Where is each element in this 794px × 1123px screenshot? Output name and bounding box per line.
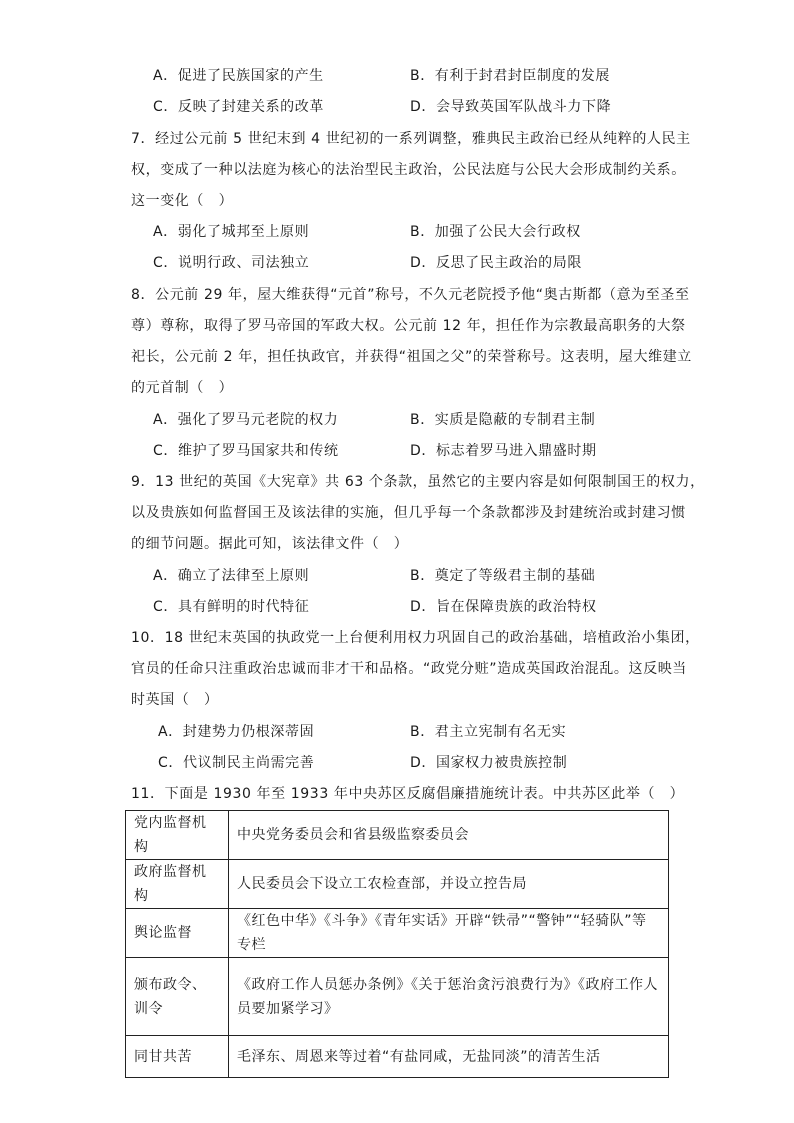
q11-stem-line: 11．下面是 1930 年至 1933 年中央苏区反腐倡廉措施统计表。中共苏区此举（ ）: [131, 786, 685, 802]
q9-stem-line: 的细节问题。据此可知，该法律文件（ ）: [131, 536, 409, 552]
q8-option-d[interactable]: D．标志着罗马进入鼎盛时期: [410, 443, 597, 459]
table-cell-category: 颁布政令、训令: [126, 958, 229, 1036]
table-cell-content: 人民委员会下设立工农检查部，并设立控告局: [229, 860, 669, 909]
q10-option-d[interactable]: D．国家权力被贵族控制: [410, 755, 568, 771]
q7-option-b[interactable]: B．加强了公民大会行政权: [410, 224, 581, 240]
q6-option-b[interactable]: B．有利于封君封臣制度的发展: [410, 68, 611, 84]
table-cell-content: 《政府工作人员惩办条例》《关于惩治贪污浪费行为》《政府工作人员要加紧学习》: [229, 958, 669, 1036]
q7-option-c[interactable]: C．说明行政、司法独立: [153, 255, 310, 271]
table-cell-category: 党内监督机构: [126, 811, 229, 860]
q9-stem-line: 以及贵族如何监督国王及该法律的实施，但几乎每一个条款都涉及封建统治或封建习惯: [131, 505, 686, 521]
q7-stem-line: 这一变化（ ）: [131, 193, 234, 209]
q9-option-c[interactable]: C．具有鲜明的时代特征: [153, 599, 310, 615]
q9-option-a[interactable]: A．确立了法律至上原则: [153, 568, 310, 584]
q8-option-a[interactable]: A．强化了罗马元老院的权力: [153, 412, 339, 428]
q9-option-b[interactable]: B．奠定了等级君主制的基础: [410, 568, 596, 584]
q8-stem-line: 8．公元前 29 年，屋大维获得“元首”称号，不久元老院授予他“奥古斯都（意为至圣至: [131, 287, 690, 303]
q9-stem-line: 9．13 世纪的英国《大宪章》共 63 个条款，虽然它的主要内容是如何限制国王的权力，: [131, 474, 705, 490]
table-cell-content: 《红色中华》《斗争》《青年实话》开辟“铁帚”“警钟”“轻骑队”等专栏: [229, 909, 669, 958]
table-cell-content: 中央党务委员会和省县级监察委员会: [229, 811, 669, 860]
q8-stem-line: 尊）尊称，取得了罗马帝国的军政大权。公元前 12 年，担任作为宗教最高职务的大祭: [131, 318, 686, 334]
q8-stem-line: 祀长，公元前 2 年，担任执政官，并获得“祖国之父”的荣誉称号。这表明，屋大维建立: [131, 349, 692, 365]
table-row: [126, 811, 669, 860]
q6-option-d[interactable]: D．会导致英国军队战斗力下降: [410, 99, 612, 115]
table-row: [126, 860, 669, 909]
q8-stem-line: 的元首制（ ）: [131, 380, 234, 396]
q8-option-b[interactable]: B．实质是隐蔽的专制君主制: [410, 412, 596, 428]
table-cell-category: 政府监督机构: [126, 860, 229, 909]
q7-stem-line: 权，变成了一种以法庭为核心的法治型民主政治，公民法庭与公民大会形成制约关系。: [131, 162, 686, 178]
q10-stem-line: 10．18 世纪末英国的执政党一上台便利用权力巩固自己的政治基础，培植政治小集团，: [131, 630, 700, 646]
table-cell-category: 同甘共苦: [126, 1036, 229, 1078]
q8-option-c[interactable]: C．维护了罗马国家共和传统: [153, 443, 339, 459]
q10-option-b[interactable]: B．君主立宪制有名无实: [410, 724, 567, 740]
q10-option-c[interactable]: C．代议制民主尚需完善: [158, 755, 315, 771]
q10-option-a[interactable]: A．封建势力仍根深蒂固: [158, 724, 315, 740]
table-row: [126, 909, 669, 958]
q7-option-d[interactable]: D．反思了民主政治的局限: [410, 255, 582, 271]
table-cell-content: 毛泽东、周恩来等过着“有盐同咸，无盐同淡”的清苦生活: [229, 1036, 669, 1078]
table-row: [126, 1036, 669, 1078]
q7-stem-line: 7．经过公元前 5 世纪末到 4 世纪初的一系列调整，雅典民主政治已经从纯粹的人民主: [131, 131, 691, 147]
q10-stem-line: 时英国（ ）: [131, 692, 219, 708]
q6-option-c[interactable]: C．反映了封建关系的改革: [153, 99, 324, 115]
table-row: [126, 958, 669, 1036]
q9-option-d[interactable]: D．旨在保障贵族的政治特权: [410, 599, 597, 615]
q7-option-a[interactable]: A．弱化了城邦至上原则: [153, 224, 310, 240]
anti-corruption-measures-table: [125, 810, 669, 1078]
table-cell-category: 舆论监督: [126, 909, 229, 958]
q10-stem-line: 官员的任命只注重政治忠诚而非才干和品格。“政党分赃”造成英国政治混乱。这反映当: [131, 661, 687, 677]
q6-option-a[interactable]: A．促进了民族国家的产生: [153, 68, 324, 84]
